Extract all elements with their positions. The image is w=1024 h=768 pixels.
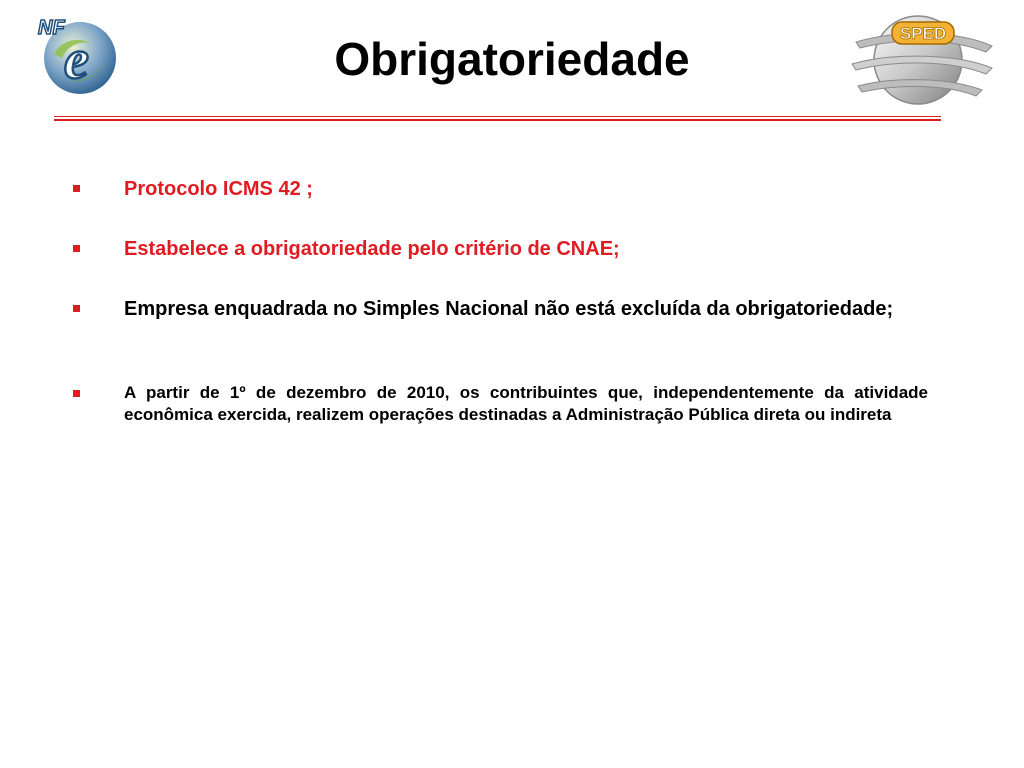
square-bullet-icon bbox=[73, 305, 80, 312]
square-bullet-icon bbox=[73, 245, 80, 252]
list-item bbox=[68, 296, 928, 322]
bullet-text: Protocolo ICMS 42 ; bbox=[124, 178, 313, 200]
title-divider-thin bbox=[54, 116, 941, 117]
square-bullet-icon bbox=[73, 185, 80, 192]
page-title: Obrigatoriedade bbox=[334, 33, 690, 85]
bullet-list bbox=[68, 176, 928, 426]
bullet-text: A partir de 1º de dezembro de 2010, os contribuintes que, independentemente da atividade econômica exercida, realizem operações destinadas a Administração Pública direta ou indireta bbox=[124, 383, 928, 424]
title-divider-thick bbox=[54, 119, 941, 121]
list-item bbox=[68, 382, 928, 426]
nfe-logo-text-top: NF bbox=[38, 17, 65, 39]
bullet-text: Estabelece a obrigatoriedade pelo critério de CNAE; bbox=[124, 238, 620, 260]
sped-logo-text: SPED bbox=[899, 24, 947, 43]
square-bullet-icon bbox=[73, 390, 80, 397]
list-item bbox=[68, 236, 928, 262]
list-item bbox=[68, 176, 928, 202]
bullet-text: Empresa enquadrada no Simples Nacional não está excluída da obrigatoriedade; bbox=[124, 298, 894, 320]
nfe-logo-text-main: e bbox=[64, 29, 89, 91]
sped-logo-icon bbox=[846, 6, 996, 108]
